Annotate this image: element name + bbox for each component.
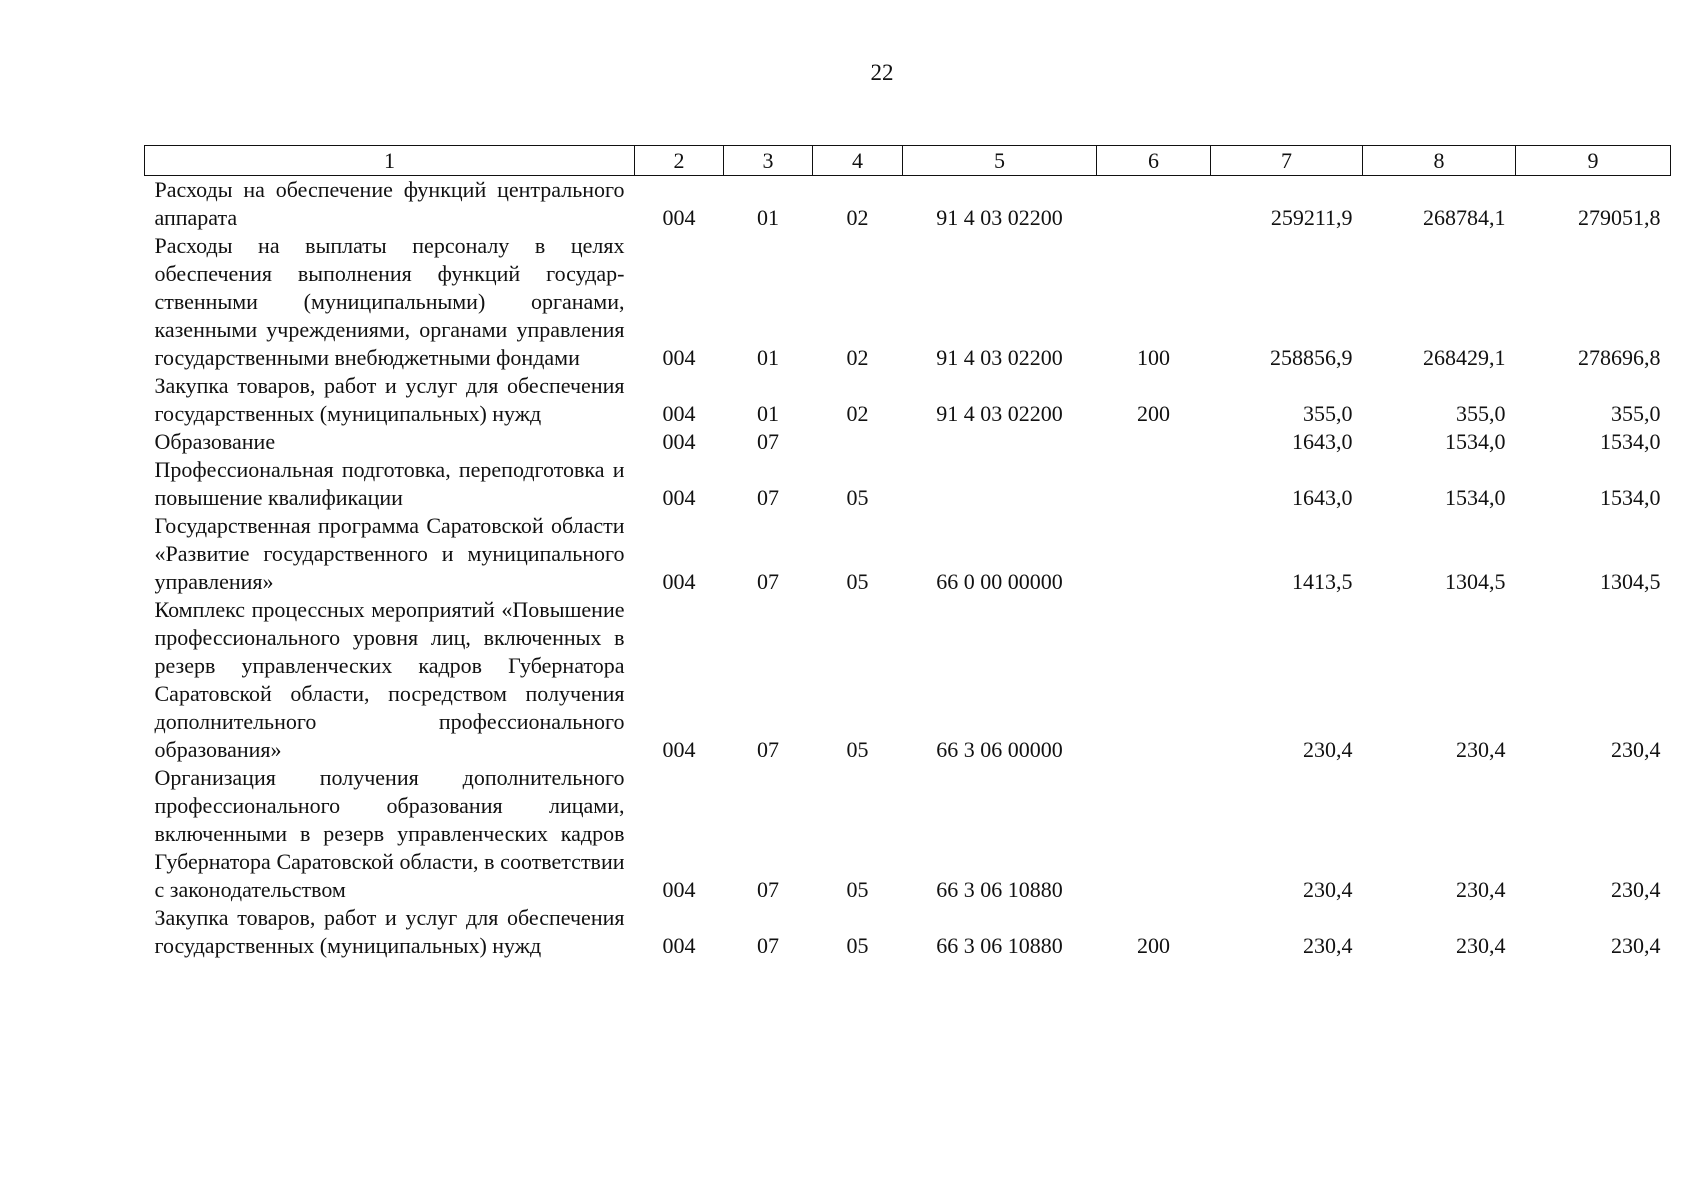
cell-col-3: 07 [757,429,779,454]
cell-col-3: 07 [757,485,779,510]
cell-col-6: 200 [1137,401,1170,426]
cell-col-2: 004 [662,429,696,454]
cell-col-5: 66 3 06 10880 [936,933,1063,958]
column-header: 5 [903,146,1097,176]
table-row [145,456,1671,512]
table-row [145,596,1671,764]
page-number: 22 [870,60,894,85]
column-header: 8 [1363,146,1516,176]
cell-col-3: 01 [757,401,779,426]
table-header [145,146,1671,176]
cell-col-3: 07 [757,933,779,958]
cell-col-9: 279051,8 [1578,205,1661,230]
cell-col-8: 355,0 [1456,401,1506,426]
cell-col-2: 004 [662,569,696,594]
cell-col-3: 07 [757,737,779,762]
table-row [145,372,1671,428]
cell-col-9: 230,4 [1611,933,1661,958]
row-name: Закупка товаров, работ и услуг для обеспечения государственных (муниципальных) нужд [154,373,625,426]
cell-col-8: 1304,5 [1445,569,1506,594]
cell-col-3: 01 [757,205,779,230]
row-name: Комплекс процессных мероприятий «Повышение профессионального уровня лиц, включенных в резерв управленческих кадров Губернатора Саратовской области, посредством получения дополнительного профессионального образования» [154,597,625,762]
cell-col-4: 05 [846,737,869,762]
row-name: Организация получения дополнительного профессионального образования лицами, включенными в резерв управленческих кадров Губернатора Саратовской области, в соответствии с законодательством [154,765,625,902]
cell-col-4: 02 [846,205,869,230]
row-name: Образование [154,429,276,454]
cell-col-2: 004 [662,933,696,958]
cell-col-2: 004 [662,737,696,762]
cell-col-7: 230,4 [1303,933,1353,958]
cell-col-7: 258856,9 [1270,345,1353,370]
cell-col-5 [903,428,1097,456]
cell-col-6: 200 [1137,933,1170,958]
column-header: 4 [813,146,903,176]
cell-col-4: 02 [846,345,869,370]
cell-col-9: 1534,0 [1600,485,1661,510]
cell-col-4: 02 [846,401,869,426]
cell-col-7: 1413,5 [1292,569,1353,594]
cell-col-9: 230,4 [1611,877,1661,902]
cell-col-2: 004 [662,877,696,902]
cell-col-5: 91 4 03 02200 [936,205,1063,230]
cell-col-9: 1304,5 [1600,569,1661,594]
cell-col-7: 259211,9 [1270,205,1353,230]
cell-col-9: 1534,0 [1600,429,1661,454]
cell-col-9: 278696,8 [1578,345,1661,370]
row-name: Расходы на обеспечение функций центрального аппарата [154,177,625,230]
cell-col-2: 004 [662,401,696,426]
cell-col-8: 230,4 [1456,877,1506,902]
cell-col-8: 1534,0 [1445,429,1506,454]
cell-col-9: 355,0 [1611,401,1661,426]
column-header: 6 [1097,146,1211,176]
cell-col-5: 66 3 06 00000 [936,737,1063,762]
cell-col-6 [1097,764,1211,904]
cell-col-8: 268429,1 [1423,345,1506,370]
table-row [145,176,1671,233]
cell-col-2: 004 [662,345,696,370]
column-header: 3 [724,146,813,176]
cell-col-7: 355,0 [1303,401,1353,426]
cell-col-9: 230,4 [1611,737,1661,762]
row-name: Расходы на выплаты персоналу в целях обеспечения выполнения функций государственными (муниципальными) органами, казенными учреждениями, органами управления государственными внебюджетными фондами [154,233,625,370]
cell-col-8: 230,4 [1456,737,1506,762]
cell-col-5: 91 4 03 02200 [936,345,1063,370]
table-row [145,904,1671,960]
cell-col-3: 07 [757,877,779,902]
row-name: Профессиональная подготовка, переподготовка и повышение квалификации [154,457,625,510]
cell-col-8: 268784,1 [1423,205,1506,230]
cell-col-8: 230,4 [1456,933,1506,958]
cell-col-8: 1534,0 [1445,485,1506,510]
cell-col-3: 01 [757,345,779,370]
cell-col-6 [1097,512,1211,596]
cell-col-7: 1643,0 [1292,429,1353,454]
budget-table [144,145,1671,960]
cell-col-4: 05 [846,877,869,902]
table-row [145,512,1671,596]
cell-col-4: 05 [846,485,869,510]
cell-col-5: 66 0 00 00000 [936,569,1063,594]
cell-col-6 [1097,596,1211,764]
cell-col-7: 230,4 [1303,877,1353,902]
cell-col-5 [903,456,1097,512]
row-name: Закупка товаров, работ и услуг для обеспечения государственных (муниципальных) нужд [154,905,625,958]
table-row [145,764,1671,904]
cell-col-4 [813,428,903,456]
header-row [145,146,1671,176]
cell-col-2: 004 [662,205,696,230]
column-header: 9 [1516,146,1671,176]
cell-col-5: 66 3 06 10880 [936,877,1063,902]
table-body [145,176,1671,961]
cell-col-6: 100 [1137,345,1170,370]
table-row [145,428,1671,456]
cell-col-2: 004 [662,485,696,510]
table-row [145,232,1671,372]
column-header: 2 [635,146,724,176]
cell-col-6 [1097,176,1211,233]
cell-col-6 [1097,428,1211,456]
column-header: 1 [145,146,635,176]
cell-col-4: 05 [846,569,869,594]
cell-col-6 [1097,456,1211,512]
cell-col-5: 91 4 03 02200 [936,401,1063,426]
cell-col-7: 230,4 [1303,737,1353,762]
cell-col-7: 1643,0 [1292,485,1353,510]
cell-col-3: 07 [757,569,779,594]
row-name: Государственная программа Саратовской области «Развитие государственного и муниципального управления» [154,513,625,594]
column-header: 7 [1211,146,1363,176]
cell-col-4: 05 [846,933,869,958]
